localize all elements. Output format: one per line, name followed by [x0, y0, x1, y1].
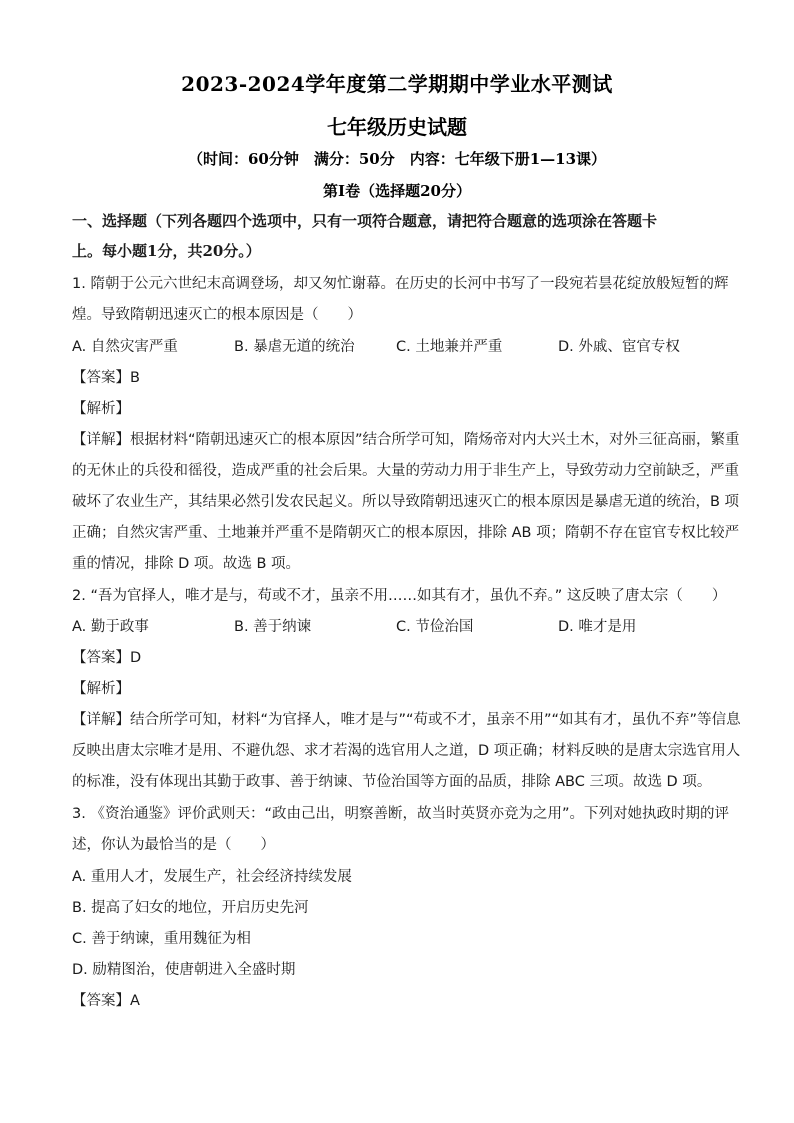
exam-info: （时间：60分钟 满分：50分 内容：七年级下册1—13课）: [187, 150, 607, 168]
question-2-options: [72, 617, 732, 637]
question-1-options: [72, 337, 732, 357]
question-1-stem-line-1: 1. 隋朝于公元六世纪末高调登场，却又匆忙谢幕。在历史的长河中书写了一段宛若昙花绽放般短暂的辉: [72, 276, 729, 292]
question-2-option-b: B. 善于纳谏: [234, 619, 312, 635]
question-2-option-a: A. 勤于政事: [72, 619, 149, 635]
section-instructions-line-1: 一、选择题（下列各题四个选项中，只有一项符合题意，请把符合题意的选项涂在答题卡: [72, 212, 658, 230]
question-2-detail-line-2: 反映出唐太宗唯才是用、不避仇怨、求才若渴的选官用人之道，D 项正确；材料反映的是唐太宗选官用人: [72, 743, 741, 759]
question-1-detail-line-2: 的无休止的兵役和徭役，造成严重的社会后果。大量的劳动力用于非生产上，导致劳动力空前缺乏，严重: [72, 463, 739, 479]
question-1-stem-line-2: 煌。导致隋朝迅速灭亡的根本原因是（ ）: [72, 307, 362, 323]
question-2-detail-line-3: 的标准，没有体现出其勤于政事、善于纳谏、节俭治国等方面的品质，排除 ABC 三项。故选 D 项。: [72, 774, 712, 790]
question-1-detail-line-1: 【详解】根据材料“隋朝迅速灭亡的根本原因”结合所学可知，隋炀帝对内大兴土木，对外三征高丽，繁重: [72, 432, 740, 448]
question-2-option-c: C. 节俭治国: [396, 619, 474, 635]
question-2-stem: 2. “吾为官择人，唯才是与，苟或不才，虽亲不用……如其有才，虽仇不弃。” 这反映了唐太宗（ ）: [72, 588, 727, 604]
question-1-detail-line-4: 正确；自然灾害严重、土地兼并严重不是隋朝灭亡的根本原因，排除 AB 项；隋朝不存在宦官专权比较严: [72, 525, 740, 541]
volume-heading: 第Ⅰ卷（选择题20分）: [323, 182, 471, 200]
question-1-option-b: B. 暴虐无道的统治: [234, 339, 355, 355]
question-3-stem-line-1: 3. 《资治通鉴》评价武则天：“政由己出，明察善断，故当时英贤亦竞为之用”。下列对她执政时期的评: [72, 806, 729, 822]
question-2-analysis-label: 【解析】: [72, 681, 130, 697]
question-3-option-b: B. 提高了妇女的地位，开启历史先河: [72, 900, 309, 916]
question-2-detail-line-1: 【详解】结合所学可知，材料“为官择人，唯才是与”“苟或不才，虽亲不用”“如其有才，虽仇不弃”等信息: [72, 712, 741, 728]
question-3-answer: 【答案】A: [72, 993, 140, 1009]
question-3-option-d: D. 励精图治，使唐朝进入全盛时期: [72, 962, 296, 978]
question-1-detail-line-3: 破坏了农业生产，其结果必然引发农民起义。所以导致隋朝迅速灭亡的根本原因是暴虐无道的统治，B 项: [72, 494, 740, 510]
question-1-option-c: C. 土地兼并严重: [396, 339, 503, 355]
question-3-stem-line-2: 述，你认为最恰当的是（ ）: [72, 837, 275, 853]
question-1-option-d: D. 外戚、宦官专权: [558, 339, 680, 355]
question-2-option-d: D. 唯才是用: [558, 619, 637, 635]
question-1-analysis-label: 【解析】: [72, 401, 130, 417]
question-1-option-a: A. 自然灾害严重: [72, 339, 178, 355]
exam-subtitle: 七年级历史试题: [327, 115, 467, 139]
question-2-answer: 【答案】D: [72, 650, 142, 666]
question-3-option-c: C. 善于纳谏，重用魏征为相: [72, 931, 251, 947]
question-1-detail-line-5: 重的情况，排除 D 项。故选 B 项。: [72, 556, 301, 572]
question-3-option-a: A. 重用人才，发展生产，社会经济持续发展: [72, 869, 352, 885]
exam-title: 2023-2024学年度第二学期期中学业水平测试: [181, 72, 613, 96]
section-instructions-line-2: 上。每小题1分，共20分。）: [72, 242, 261, 260]
question-1-answer: 【答案】B: [72, 370, 140, 386]
